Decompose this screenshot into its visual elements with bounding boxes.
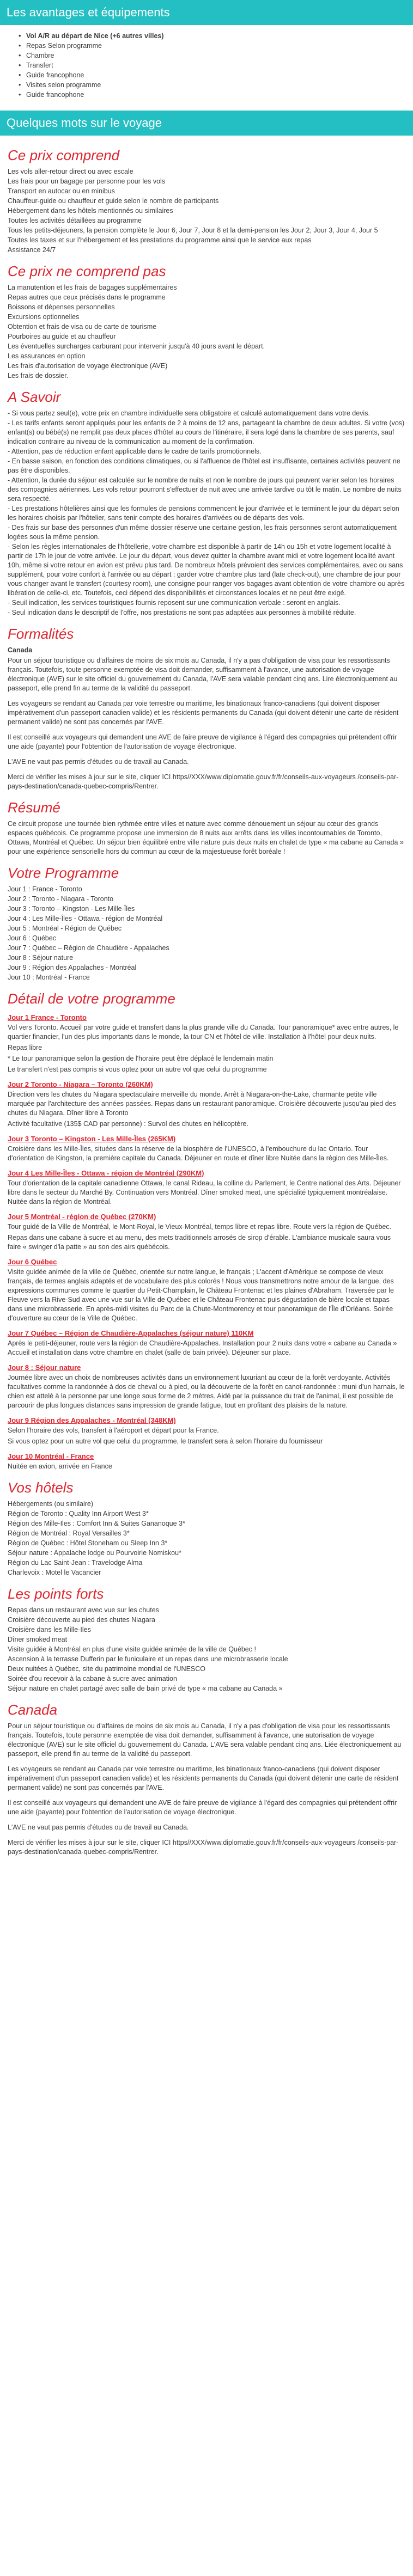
day-heading: Jour 8 : Séjour nature bbox=[8, 1363, 81, 1372]
day-paragraph: Repas libre bbox=[8, 1044, 42, 1051]
programme-title: Votre Programme bbox=[8, 865, 119, 881]
included-item: Toutes les activités détaillées au programme bbox=[8, 217, 142, 224]
advantage-item: • Chambre bbox=[19, 51, 405, 60]
programme-item: Jour 6 : Québec bbox=[8, 934, 56, 942]
know-item: - En basse saison, en fonction des conditions climatiques, ou si l'affluence de l'hôtel est insuffisante, certaines activités peuvent ne pas être disponibles. bbox=[8, 457, 400, 474]
excluded-item: Les assurances en option bbox=[8, 352, 86, 360]
detail-days bbox=[8, 1013, 405, 1471]
day-paragraph: Direction vers les chutes du Niagara spectaculaire merveille du monde. Arrêt à Niagara-on-the-Lake, charmante petite ville marquée par l'architecture des années passées. Repas dans un restaurant panoramique. Croisière découverte jusqu'au pied des chutes du Niagara. Dîner libre à Toronto bbox=[8, 1091, 396, 1117]
paragraph-gap bbox=[8, 729, 405, 733]
hotel-item: Région des Mille-Iles : Comfort Inn & Suites Gananoque 3* bbox=[8, 1520, 185, 1527]
day-heading: Jour 4 Les Mille-Îles - Ottawa - région de Montréal (290KM) bbox=[8, 1169, 204, 1177]
day-paragraph: Si vous optez pour un autre vol que celui du programme, le transfert sera à selon l'horaire du fournisseur bbox=[8, 1437, 323, 1445]
advantage-item: • Transfert bbox=[19, 61, 405, 70]
day-paragraph: Tour d'orientation de la capitale canadienne Ottawa, le canal Rideau, la colline du Parlement, le Centre national des Arts. Déjeuner libre dans le secteur du Marché By. Continuation vers Montréal. Dîner smoked meat, une spécialité typiquement montréalaise. Nuitée dans la région de Montréal. bbox=[8, 1179, 401, 1206]
programme-item: Jour 5 : Montréal - Région de Québec bbox=[8, 925, 122, 932]
excluded-item: Les frais d'autorisation de voyage électronique (AVE) bbox=[8, 362, 168, 370]
day-heading: Jour 10 Montréal - France bbox=[8, 1452, 94, 1460]
day-heading: Jour 9 Région des Appalaches - Montréal (348KM) bbox=[8, 1416, 176, 1424]
highlights-title: Les points forts bbox=[8, 1586, 104, 1602]
excluded-item: Les éventuelles surcharges carburant pour intervenir jusqu'à 40 jours avant le départ. bbox=[8, 342, 265, 350]
day-paragraph: Activité facultative (135$ CAD par personne) : Survol des chutes en hélicoptère. bbox=[8, 1120, 248, 1128]
highlights-list bbox=[8, 1606, 405, 1693]
day-paragraph: Visite guidée animée de la ville de Québec, orientée sur notre langue, le français ; L'accent d'Amérique se compose de vieux français, de termes anglais adaptés et de vocabulaire des plus colorés ! Nous vous transmettrons notre amour de la langue, des expressions communes comme le quartier du Petit-Champlain, le Château Frontenac et les plaines d'Abraham. Traversée par le Fleuve vers la Rive-Sud avec une vue sur la Ville de Québec et le Château Frontenac puis dégustation de bière locale et tapas dans une microbrasserie. En après-midi visites du Parc de la Chute-Montmorency et tour panoramique de l'Île d'Orléans. Soirée d'ouverture au cœur de la Ville de Québec. bbox=[8, 1268, 394, 1322]
included-item: Tous les petits-déjeuners, la pension complète le Jour 6, Jour 7, Jour 8 et la demi-pension les Jour 2, Jour 3, Jour 4, Jour 5 bbox=[8, 227, 378, 234]
excluded-item: Excursions optionnelles bbox=[8, 313, 80, 321]
formalities-paragraph: Pour un séjour touristique ou d'affaires de moins de six mois au Canada, il n'y a pas d'obligation de visa pour les ressortissants français. Toutefois, toute personne exemptée de visa doit demander, suffisamment à l'avance, une autorisation de voyage électronique (AVE) sur le site officiel du gouvernement du Canada, l'AVE sera valable pendant cinq ans. Lire électroniquement au passeport, elle prend fin au terme de la validité du passeport. bbox=[8, 657, 398, 692]
summary-text: Ce circuit propose une tournée bien rythmée entre villes et nature avec comme dénouement un séjour au cœur des grands espaces québécois. Ce programme propose une immersion de 8 nuits aux arrêts dans les villes incontournables de Toronto, Ottawa, Montréal et Québec. Un séjour bien équilibré entre ville nature puis deux nuits en chalet de type « ma cabane au Canada » pour une expérience sensorielle hors du commun au cœur de la majestueuse forêt boréale ! bbox=[8, 820, 404, 855]
know-item: - Seul indication dans le descriptif de l'offre, nos prestations ne sont pas adaptées aux personnes à mobilité réduite. bbox=[8, 609, 356, 616]
programme-item: Jour 7 : Québec – Région de Chaudière - Appalaches bbox=[8, 944, 169, 952]
hotel-item: Séjour nature : Appalache lodge ou Pourvoirie Nomiskou* bbox=[8, 1549, 181, 1557]
formalities-country: Canada bbox=[8, 646, 33, 654]
advantages-list bbox=[8, 32, 405, 100]
highlight-item: Ascension à la terrasse Dufferin par le funiculaire et un repas dans une microbrasserie locale bbox=[8, 1655, 288, 1663]
paragraph-gap bbox=[8, 1760, 405, 1765]
advantage-item: • Vol A/R au départ de Nice (+6 autres villes) bbox=[19, 32, 405, 41]
know-item: - Les tarifs enfants seront appliqués pour les enfants de 2 à moins de 12 ans, partageant la chambre de deux adultes. Si votre (vos) enfant(s) ou bébé(s) ne remplit pas deux places d'hôtel au cours de l'itinéraire, il sera logé dans la chambre de ses parents, sauf indication contraire au niveau de la communication au moment de la confirmation. bbox=[8, 419, 405, 445]
hotel-item: Région de Montréal : Royal Versailles 3* bbox=[8, 1529, 130, 1537]
hotel-item: Région du Lac Saint-Jean : Travelodge Alma bbox=[8, 1559, 143, 1567]
highlight-item: Deux nuitées à Québec, site du patrimoine mondial de l'UNESCO bbox=[8, 1665, 205, 1673]
highlight-item: Dîner smoked meat bbox=[8, 1636, 68, 1643]
day-paragraph: Tour guidé de la Ville de Montréal, le Mont-Royal, le Vieux-Montréal, temps libre et repas libre. Route vers la région de Québec. bbox=[8, 1223, 392, 1231]
day-paragraph: Croisière dans les Mille-Îles, situées dans la réserve de la biosphère de l'UNESCO, à l'embouchure du lac Ontario. Tour d'orientation de Kingston, la première capitale du Canada. Déjeuner en route et dîner libre Nuitée dans la région des Mille-Îles. bbox=[8, 1145, 389, 1162]
included-item: Assistance 24/7 bbox=[8, 246, 56, 254]
highlight-item: Séjour nature en chalet partagé avec salle de bain privé de type « ma cabane au Canada » bbox=[8, 1685, 283, 1692]
canada-title: Canada bbox=[8, 1702, 58, 1718]
paragraph-gap bbox=[8, 768, 405, 773]
canada-paragraphs bbox=[8, 1722, 405, 1857]
excluded-item: Pourboires au guide et au chauffeur bbox=[8, 333, 116, 340]
highlight-item: Soirée d'ou recevoir à la cabane à sucre avec animation bbox=[8, 1675, 177, 1682]
day-paragraph: Journée libre avec un choix de nombreuses activités dans un environnement luxuriant au cœur de la forêt verdoyante. Activités facultatives comme la randonnée à dos de cheval ou à pied, ou la découverte de la forêt en canot-randonnée : muni d'un harnais, le chien est attelé à la personne par une longe sous forme de 2 mètres. Aidé par la puissance du trait de l'animal, il est possible de parcourir de plus longues distances sans impression de grande fatigue, tout en profitant des plaisirs de la nature. bbox=[8, 1374, 405, 1409]
included-item: Chauffeur-guide ou chauffeur et guide selon le nombre de participants bbox=[8, 197, 219, 205]
day-heading: Jour 6 Québec bbox=[8, 1258, 57, 1266]
included-list bbox=[8, 167, 405, 255]
programme-item: Jour 8 : Séjour nature bbox=[8, 954, 74, 962]
highlight-item: Repas dans un restaurant avec vue sur les chutes bbox=[8, 1606, 159, 1614]
day-heading: Jour 1 France - Toronto bbox=[8, 1013, 87, 1021]
included-item: Hébergement dans les hôtels mentionnés ou similaires bbox=[8, 207, 173, 215]
advantage-item: • Guide francophone bbox=[19, 90, 405, 100]
know-item: - Les prestations hôtelières ainsi que les formules de pensions commencent le jour d'arrivée et le terminent le jour du départ selon les horaires choisis par l'hôtelier, sans tenir compte des horaires d'arrivées ou de départs des vols. bbox=[8, 505, 399, 522]
formalities-title: Formalités bbox=[8, 626, 74, 642]
canada-paragraph: Pour un séjour touristique ou d'affaires de moins de six mois au Canada, il n'y a pas d'obligation de visa pour les ressortissants français. Toutefois, toute personne exemptée de visa doit demander, suffisamment à l'avance, une autorisation de voyage électronique (AVE) sur le site officiel du gouvernement du Canada. L'AVE sera valable pendant cinq ans. Liée électroniquement au passeport, elle prend fin au terme de la validité du passeport. bbox=[8, 1722, 402, 1758]
know-list bbox=[8, 409, 405, 617]
hotels-list bbox=[8, 1500, 405, 1577]
included-item: Toutes les taxes et sur l'hébergement et les prestations du programme ainsi que le service aux repas bbox=[8, 236, 312, 244]
included-item: Les vols aller-retour direct ou avec escale bbox=[8, 168, 133, 175]
included-title: Ce prix comprend bbox=[8, 147, 120, 163]
programme-item: Jour 9 : Région des Appalaches - Montréal bbox=[8, 964, 137, 971]
day-paragraph: Selon l'horaire des vols, transfert à l'aéroport et départ pour la France. bbox=[8, 1427, 219, 1434]
hotel-item: Charlevoix : Motel le Vacancier bbox=[8, 1569, 101, 1576]
highlight-item: Croisière dans les Mille-Iles bbox=[8, 1626, 91, 1633]
programme-item: Jour 10 : Montréal - France bbox=[8, 974, 90, 981]
formalities-paragraph: L'AVE ne vaut pas permis d'études ou de travail au Canada. bbox=[8, 758, 189, 766]
day-paragraph: * Le tour panoramique selon la gestion de l'horaire peut être déplacé le lendemain matin bbox=[8, 1055, 274, 1062]
advantage-item: • Visites selon programme bbox=[19, 81, 405, 90]
know-item: - Attention, pas de réduction enfant applicable dans le cadre de tarifs promotionnels. bbox=[8, 448, 262, 455]
canada-paragraph: Les voyageurs se rendant au Canada par voie terrestre ou maritime, les binationaux franco-canadiens (qui doivent disposer impérativement d'un passeport canadien valide) et les résidents permanents du Canada (qui doivent détenir une carte de résident permanent valide) ne sont pas concernés par l'AVE. bbox=[8, 1765, 399, 1791]
day-paragraph: Vol vers Toronto. Accueil par votre guide et transfert dans la plus grande ville du Canada. Tour panoramique* avec entre autres, le quartier financier, l'un des plus importants dans le monde, la tour CN et l'hôtel de ville. Installation à l'hôtel pour deux nuits. bbox=[8, 1024, 399, 1041]
paragraph-gap bbox=[8, 1834, 405, 1838]
know-item: - Si vous partez seul(e), votre prix en chambre individuelle sera obligatoire et calculé automatiquement dans votre devis. bbox=[8, 409, 370, 417]
programme-item: Jour 3 : Toronto – Kingston - Les Mille-Îles bbox=[8, 905, 135, 913]
programme-list bbox=[8, 885, 405, 982]
canada-paragraph: Il est conseillé aux voyageurs qui demandent une AVE de faire preuve de vigilance à l'égard des compagnies qui prétendent offrir une aide (payante) pour l'obtention de l'autorisation de voyage électronique. bbox=[8, 1799, 397, 1816]
advantages-banner: Les avantages et équipements bbox=[0, 0, 413, 25]
words-banner: Quelques mots sur le voyage bbox=[0, 111, 413, 136]
advantage-item: • Repas Selon programme bbox=[19, 41, 405, 51]
hotels-title: Vos hôtels bbox=[8, 1479, 74, 1496]
excluded-item: Boissons et dépenses personnelles bbox=[8, 303, 115, 311]
summary-title: Résumé bbox=[8, 799, 60, 816]
content-section bbox=[0, 136, 413, 1864]
day-paragraph: Après le petit-déjeuner, route vers la région de Chaudière-Appalaches. Installation pour 2 nuits dans votre « cabane au Canada » Accueil et installation dans votre chambre en chalet (salle de bain privée). Déjeuner sur place. bbox=[8, 1339, 397, 1356]
hotel-item: Région de Québec : Hôtel Stoneham ou Sleep Inn 3* bbox=[8, 1539, 168, 1547]
paragraph-gap bbox=[8, 1819, 405, 1823]
day-heading: Jour 5 Montréal - région de Québec (270KM) bbox=[8, 1213, 156, 1221]
excluded-item: Obtention et frais de visa ou de carte de tourisme bbox=[8, 323, 157, 331]
hotel-item: Hébergements (ou similaire) bbox=[8, 1500, 94, 1508]
know-item: - Seuil indication, les services touristiques fournis reposent sur une communication verbale : seront en anglais. bbox=[8, 599, 341, 607]
programme-item: Jour 2 : Toronto - Niagara - Toronto bbox=[8, 895, 114, 903]
hotel-item: Région de Toronto : Quality Inn Airport West 3* bbox=[8, 1510, 149, 1518]
day-paragraph: Le transfert n'est pas compris si vous optez pour un autre vol que celui du programme bbox=[8, 1066, 267, 1073]
programme-item: Jour 4 : Les Mille-Îles - Ottawa - région de Montréal bbox=[8, 915, 163, 922]
formalities-paragraph: Les voyageurs se rendant au Canada par voie terrestre ou maritime, les binationaux franco-canadiens (qui doivent disposer impérativement d'un passeport canadien valide) et les résidents permanents du Canada (qui doivent détenir une carte de résident permanent valide) ne sont pas concernés par l'AVE. bbox=[8, 700, 399, 726]
highlight-item: Visite guidée à Montréal en plus d'une visite guidée animée de la ville de Québec ! bbox=[8, 1645, 256, 1653]
day-heading: Jour 3 Toronto – Kingston - Les Mille-Îles (265KM) bbox=[8, 1135, 176, 1143]
paragraph-gap bbox=[8, 1794, 405, 1798]
formalities-paragraph: Merci de vérifier les mises à jour sur le site, cliquer ICI https//XXX/www.diplomatie.gouv.fr/fr/conseils-aux-voyageurs /conseils-par-pays-destination/canada-quebec-compris/Rentrer. bbox=[8, 773, 399, 790]
day-heading: Jour 7 Québec – Région de Chaudière-Appalaches (séjour nature) 110KM bbox=[8, 1329, 254, 1337]
paragraph-gap bbox=[8, 753, 405, 757]
day-heading: Jour 2 Toronto - Niagara – Toronto (260KM) bbox=[8, 1080, 153, 1088]
advantages-section bbox=[0, 25, 413, 111]
formalities-paragraphs bbox=[8, 656, 405, 791]
advantage-item: • Guide francophone bbox=[19, 71, 405, 80]
highlight-item: Croisière découverte au pied des chutes Niagara bbox=[8, 1616, 155, 1624]
know-item: - Des frais sur base des personnes d'un même dossier réserve une certaine gestion, les frais personnes seront automatiquement logées sous la même pension. bbox=[8, 524, 397, 541]
paragraph-gap bbox=[8, 695, 405, 699]
detail-title: Détail de votre programme bbox=[8, 990, 175, 1007]
programme-item: Jour 1 : France - Toronto bbox=[8, 885, 82, 893]
day-paragraph: Repas dans une cabane à sucre et au menu, des mets traditionnels arrosés de sirop d'érable. L'ambiance musicale saura vous faire « swinger d'la patte » au son des airs québécois. bbox=[8, 1234, 391, 1251]
included-item: Les frais pour un bagage par personne pour les vols bbox=[8, 178, 166, 185]
canada-paragraph: L'AVE ne vaut pas permis d'études ou de travail au Canada. bbox=[8, 1824, 189, 1831]
excluded-item: Les frais de dossier. bbox=[8, 372, 69, 380]
excluded-list bbox=[8, 283, 405, 381]
formalities-paragraph: Il est conseillé aux voyageurs qui demandent une AVE de faire preuve de vigilance à l'égard des compagnies qui prétendent offrir une aide (payante) pour l'obtention de l'autorisation de voyage électronique. bbox=[8, 733, 397, 750]
day-paragraph: Nuitée en avion, arrivée en France bbox=[8, 1463, 112, 1470]
know-item: - Selon les règles internationales de l'hôtellerie, votre chambre est disponible à partir de 14h ou 15h et votre logement localité à partir de 17h le jour de votre arrivée. Le jour du départ, vous devez quitter la chambre avant midi et votre logement localité avant 10h, même si votre retour en avion est prévu plus tard. De nombreux hôtels prévoient des services complémentaires, avec ou sans supplément, pour votre confort à l'arrivée ou au départ : garder votre chambre plus tard (late check-out), une chambre de jour pour vous changer avant le transfert (courtesy room), une consigne pour ranger vos bagages avant obtention de votre chambre ou après libération de celle-ci, etc. Toutefois, ceci dépend des disponibilités et circonstances locales et ne peut être exigé. bbox=[8, 543, 405, 597]
included-item: Transport en autocar ou en minibus bbox=[8, 187, 115, 195]
canada-paragraph: Merci de vérifier les mises à jour sur le site, cliquer ICI https//XXX/www.diplomatie.gouv.fr/fr/conseils-aux-voyageurs /conseils-par-pays-destination/canada-quebec-compris/Rentrer. bbox=[8, 1839, 399, 1856]
know-item: - Attention, la durée du séjour est calculée sur le nombre de nuits et non le nombre de jours qui peuvent varier selon les horaires des compagnies aériennes. Les vols retour pourront s'effectuer de nuit avec une arrivée tardive ou tôt le matin. Le nombre de nuits sera respecté. bbox=[8, 476, 402, 503]
excluded-title: Ce prix ne comprend pas bbox=[8, 263, 166, 279]
know-title: A Savoir bbox=[8, 389, 61, 405]
excluded-item: Repas autres que ceux précisés dans le programme bbox=[8, 293, 166, 301]
excluded-item: La manutention et les frais de bagages supplémentaires bbox=[8, 284, 177, 291]
